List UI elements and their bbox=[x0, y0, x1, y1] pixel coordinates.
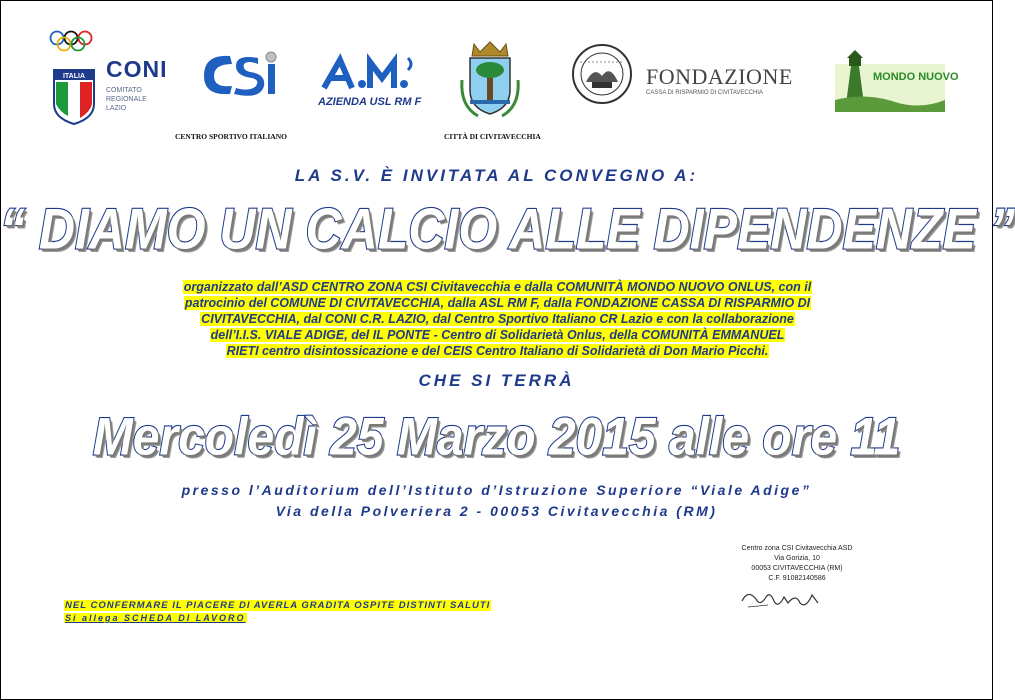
closing-line: NEL CONFERMARE IL PIACERE DI AVERLA GRADITA OSPITE DISTINTI SALUTI bbox=[65, 600, 491, 611]
organizers-paragraph bbox=[80, 279, 915, 359]
invite-line: LA S.V. È INVITATA AL CONVEGNO A: bbox=[294, 166, 699, 185]
csi-emblem-icon bbox=[200, 50, 280, 100]
asl-emblem-icon bbox=[318, 54, 418, 94]
venue-line: presso l’Auditorium dell’Istituto d’Istruzione Superiore “Viale Adige” bbox=[181, 482, 812, 498]
fondazione-sub: CASSA DI RISPARMIO DI CIVITAVECCHIA bbox=[646, 90, 764, 96]
fondazione-seal-icon bbox=[570, 42, 634, 106]
fondazione-logo bbox=[570, 42, 800, 112]
fondazione-name: FONDAZIONE bbox=[646, 64, 793, 89]
olympic-rings-icon bbox=[48, 30, 104, 52]
coni-sub: COMITATO REGIONALE LAZIO bbox=[106, 87, 147, 112]
body-line: organizzato dall’ASD CENTRO ZONA CSI Civitavecchia e dalla COMUNITÀ MONDO NUOVO ONLUS, con il bbox=[183, 280, 812, 294]
attachment-line: Si allega SCHEDA DI LAVORO bbox=[65, 613, 246, 623]
asl-logo bbox=[318, 54, 428, 114]
body-line: dell’I.I.S. VIALE ADIGE, del IL PONTE - Centro di Solidarietà Onlus, della COMUNITÀ EMMANUEL bbox=[210, 328, 785, 342]
event-title: “ DIAMO UN CALCIO ALLE DIPENDENZE ” bbox=[0, 196, 1015, 262]
body-line: RIETI centro disintossicazione e del CEIS Centro Italiano di Solidarietà di Don Mario Picchi. bbox=[226, 344, 769, 358]
closing-note bbox=[64, 600, 491, 624]
csi-caption: CENTRO SPORTIVO ITALIANO bbox=[175, 132, 287, 141]
stamp-line: C.F. 91082140586 bbox=[768, 575, 826, 582]
mondo-nuovo-logo bbox=[835, 44, 959, 119]
event-date: Mercoledì 25 Marzo 2015 alle ore 11 bbox=[92, 408, 901, 467]
city-crest-icon bbox=[458, 40, 522, 120]
organizer-stamp bbox=[722, 544, 872, 584]
lighthouse-icon bbox=[835, 44, 959, 119]
stamp-line: Via Gorizia, 10 bbox=[774, 555, 820, 562]
italia-shield-icon bbox=[52, 68, 96, 126]
comune-caption: CITTÀ DI CIVITAVECCHIA bbox=[444, 132, 541, 141]
coni-name: CONI bbox=[106, 56, 168, 82]
signature-icon bbox=[738, 585, 828, 613]
body-line: patrocinio del COMUNE DI CIVITAVECCHIA, dalla ASL RM F, dalla FONDAZIONE CASSA DI RISPARMIO DI bbox=[184, 296, 811, 310]
stamp-line: 00053 CIVITAVECCHIA (RM) bbox=[751, 565, 843, 572]
stamp-line: Centro zona CSI Civitavecchia ASD bbox=[741, 545, 853, 552]
csi-logo bbox=[200, 50, 280, 100]
svg-text:MONDO NUOVO: MONDO NUOVO bbox=[873, 71, 959, 83]
svg-text:ITALIA: ITALIA bbox=[62, 73, 86, 80]
che-si-terra: CHE SI TERRÀ bbox=[418, 371, 575, 390]
coni-logo bbox=[48, 30, 178, 130]
address-line: Via della Polveriera 2 - 00053 Civitavecchia (RM) bbox=[275, 503, 718, 519]
comune-emblem bbox=[458, 40, 522, 120]
body-line: CIVITAVECCHIA, dal CONI C.R. LAZIO, dal Centro Sportivo Italiano CR Lazio e con la collaborazione bbox=[201, 312, 794, 326]
asl-name: AZIENDA USL RM F bbox=[318, 96, 422, 108]
